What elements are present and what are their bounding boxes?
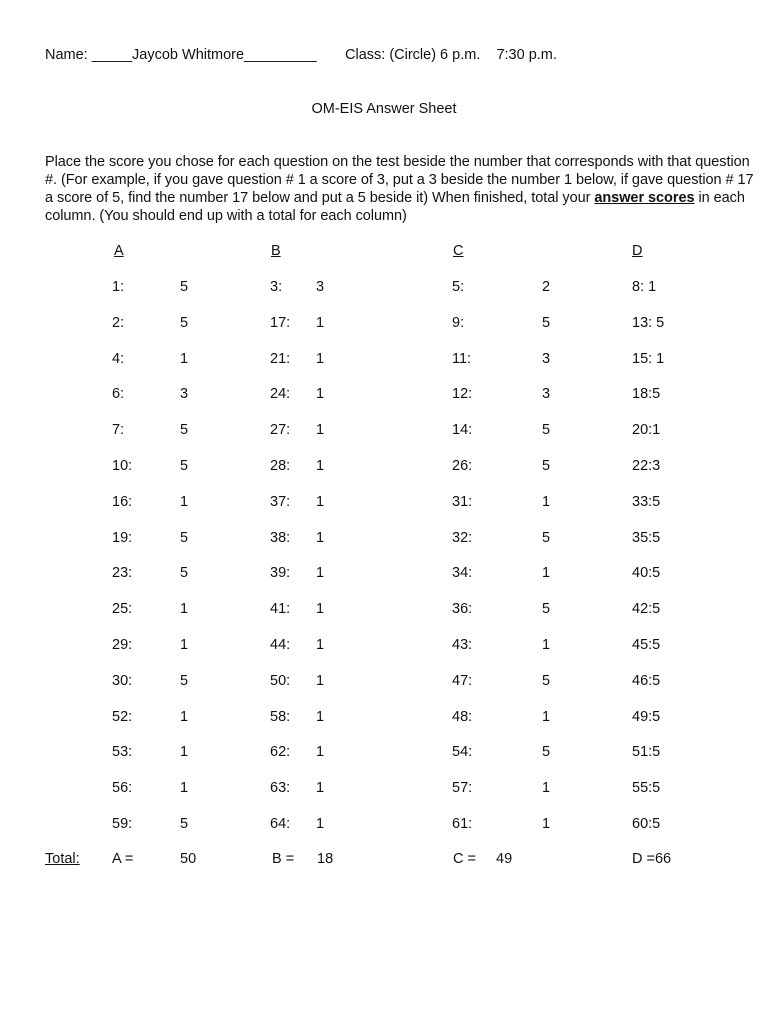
score-b: 1 bbox=[316, 816, 325, 832]
question-number-b: 64: bbox=[270, 816, 291, 832]
score-c: 1 bbox=[542, 637, 551, 653]
score-c: 2 bbox=[542, 279, 551, 295]
question-number-a: 25: bbox=[112, 601, 133, 617]
score-a: 5 bbox=[180, 530, 189, 546]
score-a: 1 bbox=[180, 601, 189, 617]
question-number-c: 11: bbox=[452, 351, 472, 367]
score-a: 5 bbox=[180, 458, 189, 474]
question-number-a: 23: bbox=[112, 565, 133, 581]
score-c: 5 bbox=[542, 744, 551, 760]
column-header-b: B bbox=[271, 243, 281, 259]
score-a: 5 bbox=[180, 673, 189, 689]
question-score-d: 60:5 bbox=[632, 816, 661, 832]
score-b: 1 bbox=[316, 315, 325, 331]
question-number-a: 30: bbox=[112, 673, 133, 689]
question-number-b: 58: bbox=[270, 709, 291, 725]
total-b-value: 18 bbox=[317, 851, 334, 867]
total-a-label: A = bbox=[112, 851, 134, 867]
question-score-d: 8: 1 bbox=[632, 279, 657, 295]
score-c: 3 bbox=[542, 386, 551, 402]
question-number-c: 34: bbox=[452, 565, 473, 581]
question-number-c: 57: bbox=[452, 780, 473, 796]
score-a: 5 bbox=[180, 422, 189, 438]
page-title: OM-EIS Answer Sheet bbox=[311, 101, 457, 117]
total-a-value: 50 bbox=[180, 851, 197, 867]
class-line: Class: (Circle) 6 p.m. 7:30 p.m. bbox=[345, 47, 557, 63]
question-score-d: 33:5 bbox=[632, 494, 661, 510]
score-b: 1 bbox=[316, 422, 325, 438]
score-b: 3 bbox=[316, 279, 325, 295]
score-b: 1 bbox=[316, 458, 325, 474]
question-number-b: 37: bbox=[270, 494, 291, 510]
question-score-d: 13: 5 bbox=[632, 315, 665, 331]
question-number-b: 41: bbox=[270, 601, 291, 617]
question-number-a: 4: bbox=[112, 351, 125, 367]
score-b: 1 bbox=[316, 565, 325, 581]
question-number-a: 52: bbox=[112, 709, 133, 725]
score-b: 1 bbox=[316, 744, 325, 760]
total-c-label: C = bbox=[453, 851, 476, 867]
score-c: 5 bbox=[542, 673, 551, 689]
question-number-b: 27: bbox=[270, 422, 291, 438]
question-number-c: 32: bbox=[452, 530, 473, 546]
score-c: 1 bbox=[542, 816, 551, 832]
question-number-a: 56: bbox=[112, 780, 133, 796]
score-b: 1 bbox=[316, 601, 325, 617]
score-c: 1 bbox=[542, 709, 551, 725]
question-number-c: 36: bbox=[452, 601, 473, 617]
question-score-d: 49:5 bbox=[632, 709, 661, 725]
score-a: 5 bbox=[180, 565, 189, 581]
score-c: 1 bbox=[542, 494, 551, 510]
question-number-c: 48: bbox=[452, 709, 473, 725]
question-number-c: 54: bbox=[452, 744, 473, 760]
name-line: Name: _____Jaycob Whitmore_________ bbox=[45, 47, 317, 63]
question-score-d: 40:5 bbox=[632, 565, 661, 581]
total-c-value: 49 bbox=[496, 851, 513, 867]
score-c: 1 bbox=[542, 780, 551, 796]
score-c: 5 bbox=[542, 601, 551, 617]
question-number-c: 5: bbox=[452, 279, 465, 295]
question-score-d: 20:1 bbox=[632, 422, 661, 438]
score-a: 1 bbox=[180, 351, 189, 367]
instructions-text-2: in each column. (You should end up with a total for each column) bbox=[45, 190, 745, 224]
question-number-a: 29: bbox=[112, 637, 133, 653]
question-number-c: 12: bbox=[452, 386, 473, 402]
score-b: 1 bbox=[316, 386, 325, 402]
score-c: 1 bbox=[542, 565, 551, 581]
score-a: 1 bbox=[180, 637, 189, 653]
question-number-a: 59: bbox=[112, 816, 133, 832]
question-score-d: 55:5 bbox=[632, 780, 661, 796]
question-score-d: 51:5 bbox=[632, 744, 661, 760]
instructions-emphasis: answer scores bbox=[594, 190, 695, 206]
question-number-a: 10: bbox=[112, 458, 133, 474]
question-number-b: 28: bbox=[270, 458, 291, 474]
question-number-b: 44: bbox=[270, 637, 291, 653]
question-number-a: 2: bbox=[112, 315, 125, 331]
score-b: 1 bbox=[316, 780, 325, 796]
total-b-label: B = bbox=[272, 851, 295, 867]
question-score-d: 35:5 bbox=[632, 530, 661, 546]
question-number-c: 9: bbox=[452, 315, 465, 331]
score-a: 1 bbox=[180, 744, 189, 760]
question-number-b: 62: bbox=[270, 744, 291, 760]
question-number-b: 24: bbox=[270, 386, 291, 402]
question-number-c: 26: bbox=[452, 458, 473, 474]
score-b: 1 bbox=[316, 673, 325, 689]
score-c: 5 bbox=[542, 315, 551, 331]
question-number-b: 38: bbox=[270, 530, 291, 546]
score-a: 5 bbox=[180, 315, 189, 331]
question-number-c: 31: bbox=[452, 494, 473, 510]
column-header-c: C bbox=[453, 243, 464, 259]
question-number-c: 47: bbox=[452, 673, 473, 689]
question-number-b: 50: bbox=[270, 673, 291, 689]
score-c: 5 bbox=[542, 422, 551, 438]
score-a: 5 bbox=[180, 816, 189, 832]
score-a: 1 bbox=[180, 780, 189, 796]
total-label: Total: bbox=[45, 851, 80, 867]
score-a: 5 bbox=[180, 279, 189, 295]
question-score-d: 22:3 bbox=[632, 458, 661, 474]
score-c: 5 bbox=[542, 530, 551, 546]
score-a: 1 bbox=[180, 494, 189, 510]
question-number-a: 16: bbox=[112, 494, 133, 510]
question-number-a: 53: bbox=[112, 744, 133, 760]
score-a: 1 bbox=[180, 709, 189, 725]
column-header-a: A bbox=[114, 243, 124, 259]
question-score-d: 42:5 bbox=[632, 601, 661, 617]
score-b: 1 bbox=[316, 637, 325, 653]
question-number-c: 43: bbox=[452, 637, 473, 653]
question-score-d: 15: 1 bbox=[632, 351, 665, 367]
column-header-d: D bbox=[632, 243, 643, 259]
score-c: 5 bbox=[542, 458, 551, 474]
instructions-text-1: Place the score you chose for each question on the test beside the number that corresponds with that question #. (For example, if you gave question # 1 a score of 3, put a 3 beside the number 1 below, if gave question # 17 a score of 5, find the number 17 below and put a 5 beside it) When finished, total your bbox=[45, 154, 754, 206]
question-number-b: 3: bbox=[270, 279, 283, 295]
score-b: 1 bbox=[316, 351, 325, 367]
question-number-b: 17: bbox=[270, 315, 291, 331]
score-b: 1 bbox=[316, 709, 325, 725]
question-number-a: 1: bbox=[112, 279, 125, 295]
question-score-d: 46:5 bbox=[632, 673, 661, 689]
question-score-d: 18:5 bbox=[632, 386, 661, 402]
question-number-b: 21: bbox=[270, 351, 291, 367]
question-number-a: 7: bbox=[112, 422, 125, 438]
question-number-c: 14: bbox=[452, 422, 473, 438]
score-b: 1 bbox=[316, 530, 325, 546]
question-number-a: 19: bbox=[112, 530, 133, 546]
question-number-b: 63: bbox=[270, 780, 291, 796]
score-c: 3 bbox=[542, 351, 551, 367]
question-number-b: 39: bbox=[270, 565, 291, 581]
question-number-c: 61: bbox=[452, 816, 473, 832]
question-score-d: 45:5 bbox=[632, 637, 661, 653]
total-d: D =66 bbox=[632, 851, 672, 867]
instructions bbox=[45, 153, 760, 225]
score-b: 1 bbox=[316, 494, 325, 510]
question-number-a: 6: bbox=[112, 386, 125, 402]
score-a: 3 bbox=[180, 386, 189, 402]
